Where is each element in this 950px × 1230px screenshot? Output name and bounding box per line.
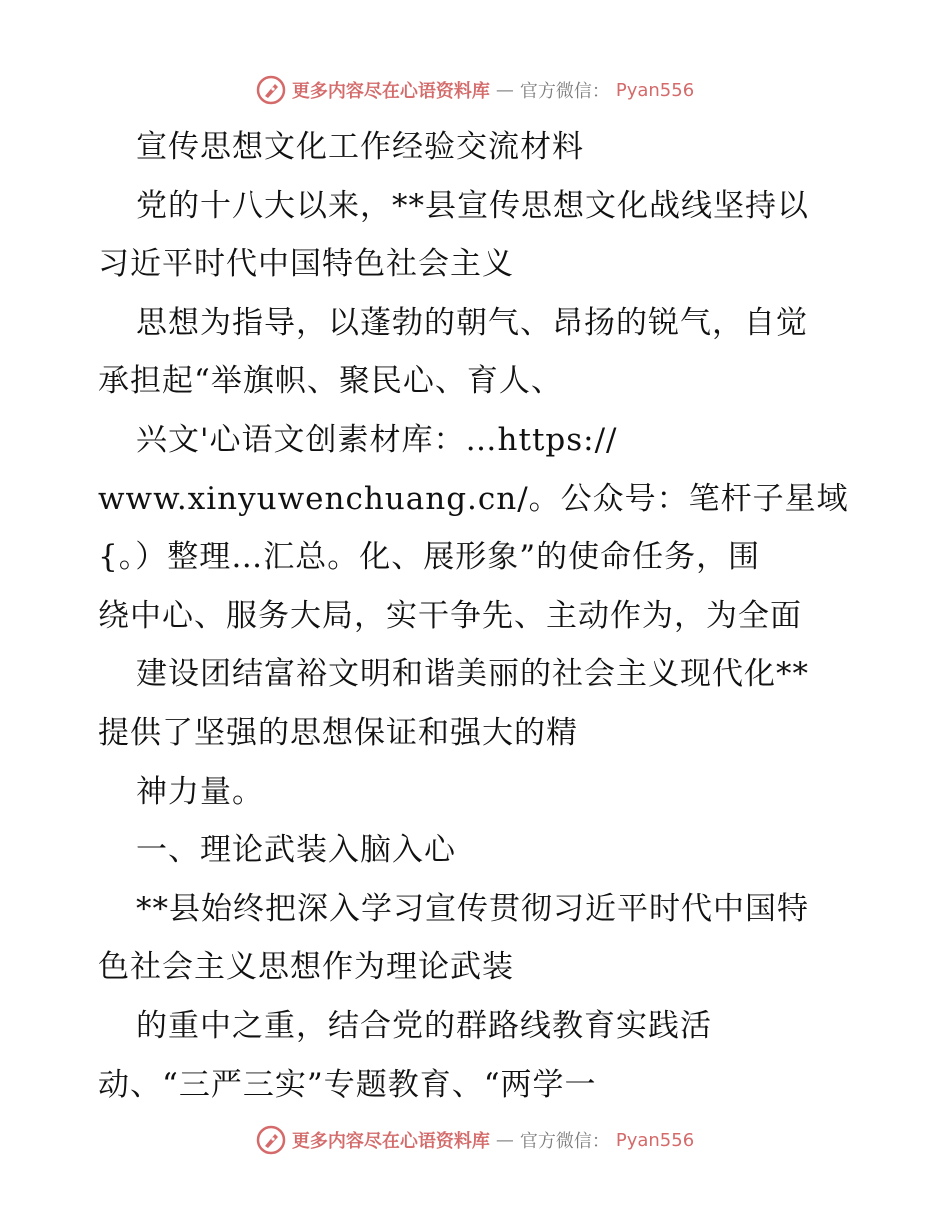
text-line: 建设团结富裕文明和谐美丽的社会主义现代化** bbox=[136, 656, 809, 693]
banner-separator: — bbox=[495, 1129, 514, 1151]
banner-brand-text: 更多内容尽在心语资料库 bbox=[291, 1131, 490, 1152]
banner-wechat-label: 官方微信： bbox=[519, 81, 610, 102]
text-line: 承担起“举旗帜、聚民心、育人、 bbox=[98, 363, 563, 400]
pen-nib-logo-icon bbox=[256, 1125, 286, 1155]
document-body bbox=[98, 118, 858, 1114]
text-line: 思想为指导，以蓬勃的朝气、昂扬的锐气，自觉 bbox=[136, 304, 808, 341]
text-line: 习近平时代中国特色社会主义 bbox=[98, 246, 514, 283]
text-line: 的重中之重，结合党的群路线教育实践活 bbox=[136, 1007, 712, 1044]
text-line: 党的十八大以来，**县宣传思想文化战线坚持以 bbox=[136, 187, 809, 224]
text-line: **县始终把深入学习宣传贯彻习近平时代中国特 bbox=[136, 890, 809, 927]
text-line: 绕中心、服务大局，实干争先、主动作为，为全面 bbox=[98, 597, 802, 634]
banner-separator: — bbox=[495, 79, 514, 101]
text-line: {。）整理…汇总。化、展形象”的使命任务，围 bbox=[98, 539, 761, 576]
banner-wechat-id: Pyan556 bbox=[615, 1129, 695, 1151]
text-line: 一、理论武装入脑入心 bbox=[136, 832, 456, 869]
text-line: 兴文'心语文创素材库：…https:// bbox=[136, 421, 618, 458]
banner-wechat-label: 官方微信： bbox=[519, 1131, 610, 1152]
pen-nib-logo-icon bbox=[256, 75, 286, 105]
text-line: 神力量。 bbox=[136, 773, 264, 810]
footer-watermark-banner bbox=[0, 1120, 950, 1160]
text-line: www.xinyuwenchuang.cn/。公众号：笔杆子星域 bbox=[98, 480, 849, 517]
text-line: 动、“三严三实”专题教育、“两学一 bbox=[98, 1066, 597, 1103]
banner-brand-text: 更多内容尽在心语资料库 bbox=[291, 81, 490, 102]
text-line: 提供了坚强的思想保证和强大的精 bbox=[98, 714, 578, 751]
header-watermark-banner bbox=[0, 70, 950, 110]
text-line: 色社会主义思想作为理论武装 bbox=[98, 949, 514, 986]
banner-wechat-id: Pyan556 bbox=[615, 79, 695, 101]
text-line: 宣传思想文化工作经验交流材料 bbox=[136, 129, 584, 165]
